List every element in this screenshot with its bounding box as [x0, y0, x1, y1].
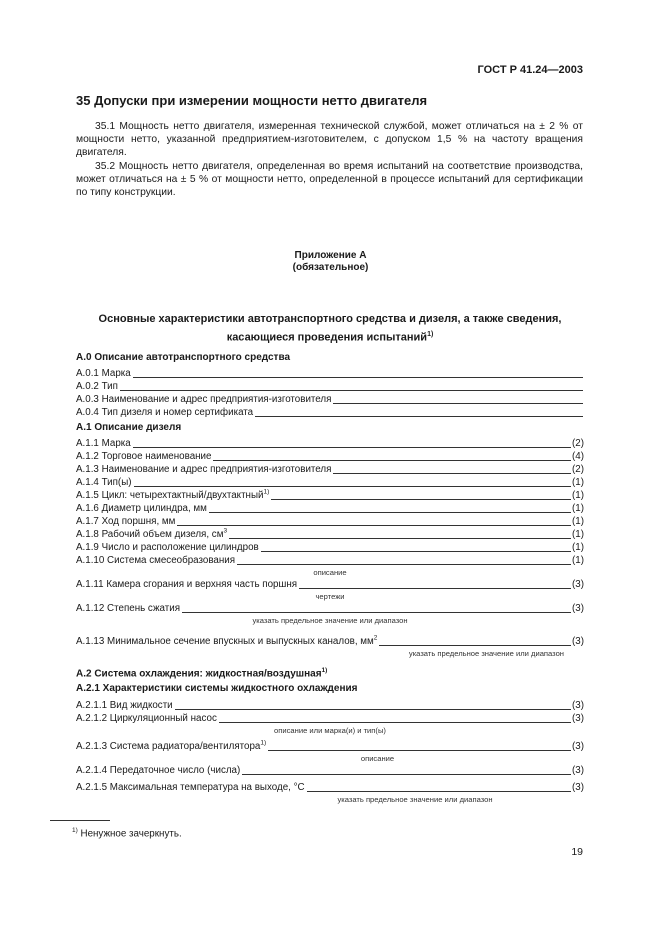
- fill-line[interactable]: [133, 377, 583, 378]
- fill-line[interactable]: [213, 460, 571, 461]
- fill-line[interactable]: [237, 564, 571, 565]
- field-hint: описание или марка(и) и тип(ы): [274, 726, 386, 735]
- form-row: А.2.1.5 Максимальная температура на выходе, °С (3): [76, 781, 584, 793]
- form-row: А.1.9 Число и расположение цилиндров (1): [76, 541, 584, 553]
- fill-line[interactable]: [271, 499, 571, 500]
- form-row: А.1.5 Цикл: четырехтактный/двухтактный$^{1)}$ (1): [76, 488, 584, 501]
- field-hint: описание: [360, 754, 395, 763]
- annex-title-line2: касающиеся проведения испытаний$^{1)}$: [226, 331, 434, 344]
- annex-label: Приложение А: [294, 250, 367, 261]
- standard-code: ГОСТ Р 41.24—2003: [477, 64, 583, 76]
- fill-line[interactable]: [177, 525, 571, 526]
- annex-title-line1: Основные характеристики автотранспортного средства и дизеля, а также сведения,: [98, 313, 562, 325]
- footnote-separator: [50, 820, 110, 821]
- form-row: А.1.6 Диаметр цилиндра, мм (1): [76, 502, 584, 514]
- fill-line[interactable]: [307, 791, 571, 792]
- page-number: 19: [571, 846, 583, 858]
- form-row: А.1.7 Ход поршня, мм (1): [76, 515, 584, 527]
- fill-line[interactable]: [299, 588, 571, 589]
- section-a0-heading: А.0 Описание автотранспортного средства: [76, 352, 291, 363]
- footnote: $^{1)}$ Ненужное зачеркнуть.: [72, 827, 182, 840]
- fill-line[interactable]: [268, 750, 571, 751]
- paragraph-35-1: 35.1 Мощность нетто двигателя, измеренная технической службой, может отличаться на ± 2 % от мощности нетто, указанной предприятием-изготовителем, с допуском 1,5 % на частоту вращения двигателя.: [76, 121, 583, 159]
- form-row: А.1.10 Система смесеобразования (1): [76, 554, 584, 566]
- fill-line[interactable]: [134, 486, 572, 487]
- fill-line[interactable]: [133, 447, 571, 448]
- annex-title: [70, 312, 590, 346]
- fill-line[interactable]: [333, 403, 583, 404]
- section-a1-heading: А.1 Описание дизеля: [76, 422, 182, 433]
- field-hint: указать предельное значение или диапазон: [408, 649, 564, 658]
- section-a2-1-heading: А.2.1 Характеристики системы жидкостного охлаждения: [76, 683, 358, 694]
- fill-line[interactable]: [261, 551, 571, 552]
- form-row: А.1.2 Торговое наименование (4): [76, 450, 584, 462]
- annex-status: (обязательное): [292, 262, 369, 273]
- section-a2: [76, 664, 584, 805]
- section-a1: [76, 421, 584, 659]
- fill-line[interactable]: [120, 390, 583, 391]
- fill-line[interactable]: [379, 645, 571, 646]
- form-row: А.2.1.1 Вид жидкости (3): [76, 699, 584, 711]
- form-row: А.2.1.2 Циркуляционный насос (3): [76, 712, 584, 724]
- fill-line[interactable]: [229, 538, 571, 539]
- field-hint: описание: [313, 568, 347, 577]
- fill-line[interactable]: [333, 473, 571, 474]
- fill-line[interactable]: [182, 612, 571, 613]
- form-row: А.0.2 Тип: [76, 380, 584, 393]
- form-row: А.0.4 Тип дизеля и номер сертификата: [76, 406, 584, 419]
- paragraph-35-2: 35.2 Мощность нетто двигателя, определенная во время испытаний на соответствие производства, может отличаться на ± 5 % от мощности нетто, определенной в процессе испытаний для сертификации по типу конструкции.: [76, 161, 583, 199]
- annex-heading: [0, 250, 661, 274]
- field-hint: указать предельное значение или диапазон: [252, 616, 408, 625]
- form-row: А.1.8 Рабочий объем дизеля, $см^3$ (1): [76, 527, 584, 540]
- form-row: А.2.1.4 Передаточное число (числа) (3): [76, 764, 584, 776]
- footnote-ref: 1): [427, 331, 434, 338]
- form-row: А.1.13 Минимальное сечение впускных и выпускных каналов, $мм^2$ (3): [76, 634, 584, 647]
- form-row: А.1.3 Наименование и адрес предприятия-изготовителя (2): [76, 463, 584, 475]
- form-row: А.2.1.3 Система радиатора/вентилятора$^{1)}$ (3): [76, 739, 584, 752]
- fill-line[interactable]: [209, 512, 571, 513]
- form-row: А.0.1 Марка: [76, 367, 584, 380]
- form-row: А.1.11 Камера сгорания и верхняя часть поршня (3): [76, 578, 584, 590]
- section-a0: [76, 351, 584, 419]
- fill-line[interactable]: [255, 416, 583, 417]
- fill-line[interactable]: [242, 774, 571, 775]
- form-row: А.1.1 Марка (2): [76, 437, 584, 449]
- field-hint: чертежи: [315, 592, 345, 601]
- fill-line[interactable]: [175, 709, 571, 710]
- fill-line[interactable]: [219, 722, 571, 723]
- section-title: 35 Допуски при измерении мощности нетто двигателя: [76, 93, 428, 108]
- section-a2-heading: А.2 Система охлаждения: жидкостная/воздушная$^{1)}$: [76, 667, 328, 680]
- form-row: А.0.3 Наименование и адрес предприятия-изготовителя: [76, 393, 584, 406]
- form-row: А.1.12 Степень сжатия (3): [76, 602, 584, 614]
- field-hint: указать предельное значение или диапазон: [337, 795, 493, 804]
- form-row: А.1.4 Тип(ы) (1): [76, 476, 584, 488]
